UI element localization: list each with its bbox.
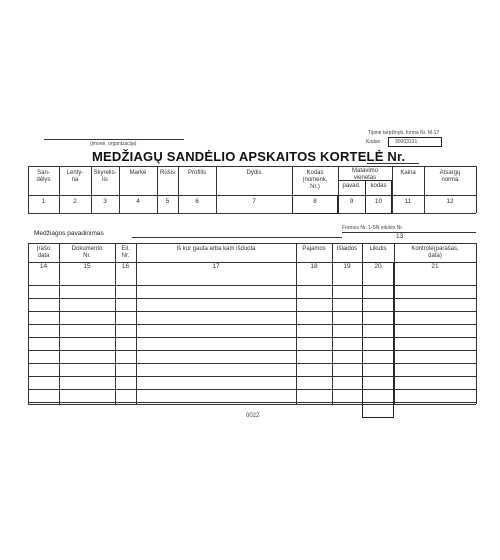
bottom-table-header: Iš kur gauta arba kam išduota — [176, 246, 256, 252]
form-title: MEDŽIAGŲ SANDĖLIO APSKAITOS KORTELĖ Nr. — [92, 149, 406, 164]
top-table-header: Kodas (nomenk. Nr.) — [302, 170, 328, 191]
top-table-header: Lenty- na — [66, 170, 84, 184]
top-table-column-number: 11 — [404, 198, 412, 205]
table-row — [28, 389, 476, 390]
top-table-header: Skyrelis- lis — [93, 170, 117, 184]
bottom-table-column-number: 19 — [343, 263, 351, 270]
top-table-border-top — [28, 166, 476, 167]
top-table-column-number: 8 — [313, 198, 317, 205]
forms-reference: Formos Nr. 1-SN eilutės Nr. — [342, 225, 404, 231]
top-table-column-number: 12 — [446, 198, 454, 205]
table-row — [28, 311, 476, 312]
top-table-column-number: 3 — [103, 198, 107, 205]
unit-code-highlight-box — [365, 180, 392, 214]
bottom-table-column-number: 14 — [39, 263, 48, 270]
bottom-table-header: Eil. Nr. — [121, 246, 130, 260]
table-row — [28, 363, 476, 364]
top-table-header: San- dėlys — [36, 170, 51, 184]
card-number-line — [367, 163, 419, 164]
forms-reference-line — [342, 232, 476, 233]
code-label: Kodas — [366, 139, 381, 145]
top-table-header: Rūšis — [159, 170, 175, 176]
top-table-column-number: 10 — [374, 198, 383, 205]
top-table-column-number: 6 — [195, 198, 199, 205]
table-row — [28, 285, 476, 286]
bottom-table-header: Kontrolė(parašas, data) — [411, 246, 459, 260]
top-table-column-number: 9 — [349, 198, 354, 205]
top-table-column-line — [476, 166, 477, 213]
table-row — [28, 337, 476, 338]
bottom-table-column-number: 18 — [310, 263, 318, 270]
table-row — [28, 402, 476, 403]
top-table-column-number: 4 — [136, 198, 140, 205]
top-table-header-bottom — [28, 195, 476, 196]
table-row — [28, 324, 476, 325]
bottom-table-column-number: 17 — [212, 263, 220, 270]
form-approval-note: Tipinė tarpžinyb. forma Nr. M-17 — [368, 130, 440, 136]
table-row — [28, 376, 476, 377]
top-table-border-bottom — [28, 213, 476, 214]
bottom-table-header: Pajamos — [302, 246, 326, 252]
bottom-table-column-line — [476, 243, 477, 404]
form-number: 0022 — [246, 413, 260, 419]
top-table-header: kodas — [370, 183, 387, 189]
top-table-header: pavad. — [342, 183, 361, 189]
reference-number: 13 — [396, 233, 404, 240]
table-row — [28, 298, 476, 299]
bottom-table-header: Įrašo data — [36, 246, 51, 260]
bottom-table-column-number: 21 — [431, 263, 439, 270]
table-row — [28, 350, 476, 351]
top-table-header: Markė — [129, 170, 147, 176]
bottom-table-header-bottom — [28, 262, 476, 263]
organization-caption: (įmonė, organizacija) — [90, 141, 137, 147]
material-name-line — [132, 237, 342, 238]
stock-card-form — [28, 128, 476, 432]
bottom-table-border-top — [28, 243, 476, 244]
balance-column-highlight-box — [362, 262, 394, 418]
bottom-table-header: Likutis — [369, 246, 387, 252]
bottom-table-column-number: 15 — [83, 263, 91, 270]
top-table-column-number: 2 — [73, 198, 77, 205]
top-table-column-number: 1 — [41, 198, 46, 205]
organization-line — [44, 139, 184, 140]
code-value: 30003131 — [395, 139, 418, 145]
bottom-table-column-number: 20 — [374, 263, 382, 270]
bottom-table-column-number: 16 — [121, 263, 130, 270]
top-table-header: Profilis — [187, 170, 206, 176]
top-table-column-number: 7 — [252, 198, 256, 205]
material-name-label: Medžiagos pavadinimas — [34, 230, 104, 237]
code-value-highlight-box — [292, 195, 338, 214]
unit-group-header: Matavimo vienetas — [351, 168, 378, 181]
bottom-table-border-bottom — [28, 404, 476, 405]
top-table-header: Atsargų norma — [439, 170, 461, 184]
top-table-header: Dydis — [246, 170, 262, 176]
top-table-header: Kaina — [400, 170, 416, 176]
bottom-table-header: Dokumento Nr. — [71, 246, 103, 260]
bottom-table-header: Išlaidos — [336, 246, 358, 252]
top-table-column-number: 5 — [165, 198, 170, 205]
